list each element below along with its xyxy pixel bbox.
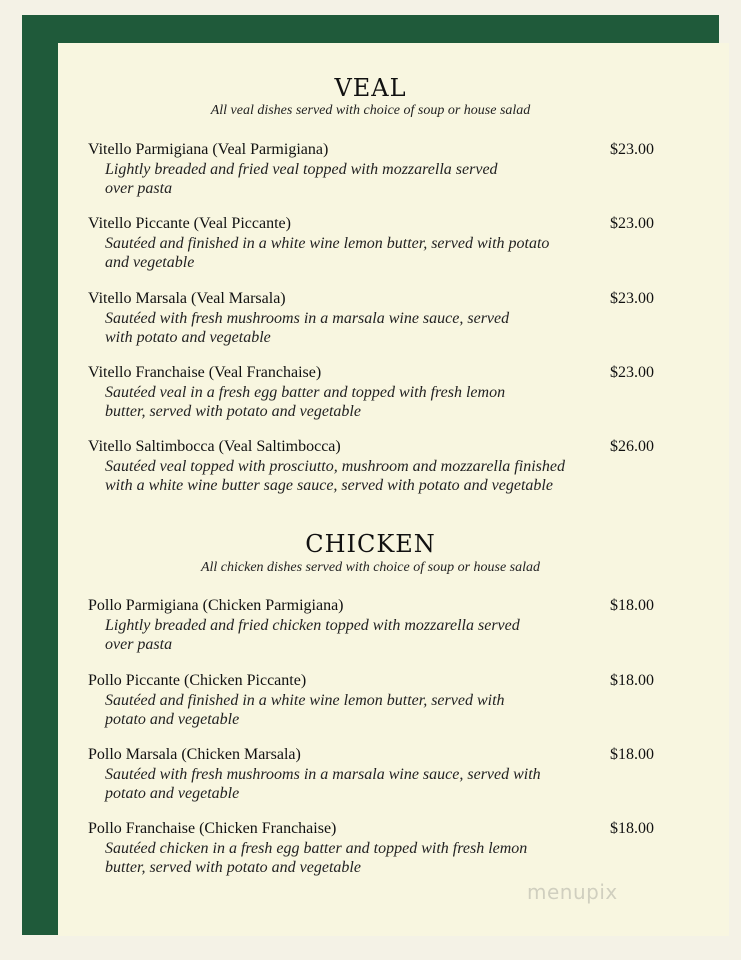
veal-section-note: All veal dishes served with choice of soup or house salad: [210, 103, 531, 118]
item-name: Vitello Piccante (Veal Piccante): [88, 215, 291, 232]
item-name: Pollo Piccante (Chicken Piccante): [88, 672, 307, 689]
item-price: $23.00: [610, 141, 654, 158]
menu-item-pollo-marsala: [88, 745, 668, 803]
item-price: $18.00: [610, 672, 654, 689]
item-price: $26.00: [610, 438, 654, 455]
item-price: $23.00: [610, 215, 654, 232]
item-description: Sautéed veal in a fresh egg batter and topped with fresh lemon butter, served with potato and vegetable: [105, 384, 506, 420]
menu-item-pollo-franchaise: [88, 819, 668, 877]
chicken-section-title: CHICKEN: [305, 530, 436, 558]
item-price: $18.00: [610, 820, 654, 837]
item-description: Sautéed with fresh mushrooms in a marsala wine sauce, served with potato and vegetable: [105, 766, 541, 802]
menu-item-pollo-piccante: [88, 671, 668, 729]
item-name: Vitello Parmigiana (Veal Parmigiana): [88, 141, 329, 158]
item-description: Sautéed with fresh mushrooms in a marsala wine sauce, served with potato and vegetable: [105, 310, 510, 346]
item-description: Lightly breaded and fried veal topped with mozzarella served over pasta: [105, 161, 498, 197]
item-name: Vitello Marsala (Veal Marsala): [88, 290, 286, 307]
item-name: Pollo Marsala (Chicken Marsala): [88, 746, 301, 763]
item-name: Pollo Parmigiana (Chicken Parmigiana): [88, 597, 344, 614]
item-name: Vitello Saltimbocca (Veal Saltimbocca): [88, 438, 341, 455]
item-description: Sautéed and finished in a white wine lemon butter, served with potato and vegetable: [105, 692, 505, 728]
item-name: Vitello Franchaise (Veal Franchaise): [88, 364, 322, 381]
item-price: $23.00: [610, 290, 654, 307]
item-description: Lightly breaded and fried chicken topped with mozzarella served over pasta: [105, 617, 520, 653]
menu-item-vitello-marsala: [88, 289, 668, 347]
item-price: $18.00: [610, 597, 654, 614]
item-description: Sautéed and finished in a white wine lemon butter, served with potato and vegetable: [105, 235, 550, 271]
menu-item-vitello-saltimbocca: [88, 437, 668, 495]
veal-section-title: VEAL: [334, 74, 407, 102]
menu-item-vitello-parmigiana: [88, 140, 668, 198]
item-name: Pollo Franchaise (Chicken Franchaise): [88, 820, 337, 837]
menu-item-vitello-piccante: [88, 214, 668, 272]
item-description: Sautéed veal topped with prosciutto, mushroom and mozzarella finished with a white wine butter sage sauce, served with potato and vegetable: [105, 458, 565, 494]
watermark: menupix: [527, 880, 618, 904]
menu-item-vitello-franchaise: [88, 363, 668, 421]
item-price: $18.00: [610, 746, 654, 763]
menu-item-pollo-parmigiana: [88, 596, 668, 654]
chicken-section-note: All chicken dishes served with choice of soup or house salad: [200, 560, 541, 575]
item-price: $23.00: [610, 364, 654, 381]
item-description: Sautéed chicken in a fresh egg batter and topped with fresh lemon butter, served with potato and vegetable: [105, 840, 528, 876]
